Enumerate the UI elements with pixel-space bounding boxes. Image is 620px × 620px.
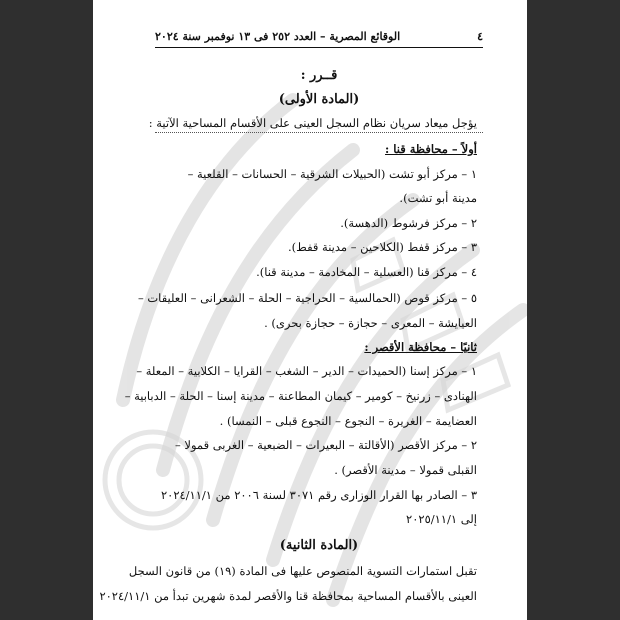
list-item: إلى ٢٠٢٥/١١/١ bbox=[406, 512, 477, 526]
intro-text: يؤجل ميعاد سريان نظام السجل العينى على الأقسام المساحية الآتية : bbox=[148, 116, 477, 130]
viewer-background-right bbox=[527, 0, 620, 620]
article-one-heading: (المادة الأولى) bbox=[278, 92, 360, 107]
list-item: الهنادى – زرنيخ – كومير – كيمان المطاعنة – مدينة إسنا – الحلة – الدبابية – bbox=[124, 389, 477, 403]
header-title: الوقائع المصرية – العدد ٢٥٢ فى ١٣ نوفمبر سنة ٢٠٢٤ bbox=[155, 30, 401, 43]
article-two-line: العينى بالأقسام المساحية بمحافظة قنا والأقصر لمدة شهرين تبدأ من ٢٠٢٤/١١/١ bbox=[99, 589, 477, 603]
viewer-background-left bbox=[0, 0, 93, 620]
page-number: ٤ bbox=[477, 30, 483, 43]
list-item: ١ – مركز أبو تشت (الحبيلات الشرقية – الحسانات – القلعية – bbox=[187, 167, 477, 181]
list-item: العيايشة – المعرى – حجازة – حجازة بحرى) . bbox=[264, 316, 477, 330]
article-two-line: تقبل استمارات التسوية المنصوص عليها فى المادة (١٩) من قانون السجل bbox=[128, 564, 477, 578]
document-page bbox=[93, 0, 527, 620]
list-item: ٣ – الصادر بها القرار الوزارى رقم ٣٠٧١ لسنة ٢٠٠٦ من ٢٠٢٤/١١/١ bbox=[160, 488, 477, 502]
list-item: العضايمة – الغريرة – النجوع – النجوع قبلى – النمسا) . bbox=[219, 414, 477, 428]
list-item: ٣ – مركز قفط (الكلاحين – مدينة قفط). bbox=[288, 240, 477, 254]
list-item: ١ – مركز إسنا (الحميدات – الدير – الشغب – القرايا – الكلابية – المعلة – bbox=[136, 364, 477, 378]
second-heading: ثانيًا – محافظة الأقصر : bbox=[364, 340, 477, 354]
list-item: مدينة أبو تشت). bbox=[399, 191, 477, 205]
decision-title: قــرر : bbox=[300, 68, 338, 83]
list-item: ٢ – مركز الأقصر (الأقالتة – البعيرات – الضبعية – الغربى قمولا – bbox=[175, 438, 477, 452]
list-item: ٤ – مركز قنا (العسلية – المخادمة – مدينة قنا). bbox=[256, 265, 477, 279]
list-item: القبلى قمولا – مدينة الأقصر) . bbox=[334, 463, 477, 477]
document-content bbox=[93, 0, 527, 620]
article-two-heading: (المادة الثانية) bbox=[279, 538, 359, 553]
list-item: ٢ – مركز فرشوط (الدهسة). bbox=[340, 216, 477, 230]
page-header bbox=[155, 30, 483, 48]
first-heading: أولاً – محافظة قنا : bbox=[385, 142, 477, 156]
intro-divider bbox=[155, 132, 483, 133]
header-divider bbox=[155, 47, 483, 48]
list-item: ٥ – مركز قوص (الحمالسية – الحراجية – الحلة – الشعرانى – العليقات – bbox=[137, 291, 477, 305]
